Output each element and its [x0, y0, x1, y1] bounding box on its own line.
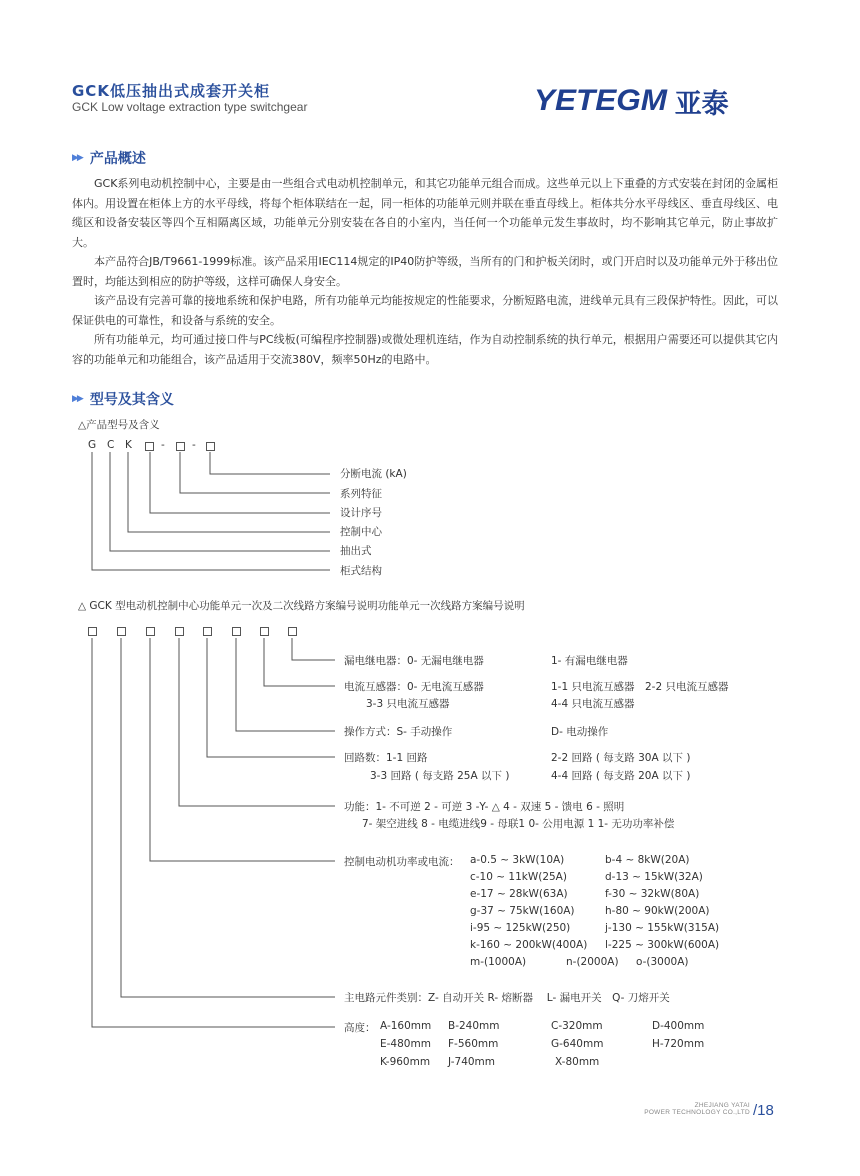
code-label: 设计序号	[340, 507, 382, 519]
overview-paragraph: 本产品符合JB/T9661-1999标准。该产品采用IEC114规定的IP40防护等级，当所有的门和护板关闭时，或门开启时以及功能单元外于移出位置时，均能达到相应的防护等级，这样可确保人身安全。	[72, 255, 778, 288]
height-value: E-480mm	[380, 1038, 431, 1050]
height-value: X-80mm	[555, 1056, 600, 1068]
power-value: b-4 ~ 8kW(20A)	[605, 854, 690, 866]
scheme-row-text: 回路数：1-1 回路	[344, 752, 428, 764]
power-value: l-225 ~ 300kW(600A)	[605, 939, 720, 951]
power-label: 控制电动机功率或电流：	[344, 856, 460, 868]
height-value: G-640mm	[551, 1038, 604, 1050]
power-value: d-13 ~ 15kW(32A)	[605, 871, 703, 883]
scheme-row-text: D- 电动操作	[551, 726, 609, 738]
code-label: 控制中心	[340, 526, 382, 538]
height-value: D-400mm	[652, 1020, 705, 1032]
main-circuit-text: 主电路元件类别：Z- 自动开关 R- 熔断器 L- 漏电开关 Q- 刀熔开关	[344, 992, 670, 1004]
power-value: h-80 ~ 90kW(200A)	[605, 905, 710, 917]
overview-paragraph: GCK系列电动机控制中心，主要是由一些组合式电动机控制单元，和其它功能单元组合而成。这些单元以上下重叠的方式安装在封闭的金属柜体内。用设置在柜体上方的水平母线，将每个柜体联结在一起，同一柜体的功能单元则并联在垂直母线上。柜体共分水平母线区、垂直母线区、电缆区和设备安装区等四个互相隔离区域，功能单元分别安装在各自的小室内，当任何一个功能单元发生事故时，均不影响其它单元，防止事故扩大。	[72, 177, 778, 249]
height-value: C-320mm	[551, 1020, 603, 1032]
power-value: f-30 ~ 32kW(80A)	[605, 888, 700, 900]
power-value: o-(3000A)	[636, 956, 689, 968]
scheme-box	[203, 627, 212, 636]
overview-paragraph: 该产品设有完善可靠的接地系统和保护电路，所有功能单元均能按规定的性能要求，分断短路电流，进线单元具有三段保护特性。因此，可以保证供电的可靠性，和设备与系统的安全。	[72, 294, 778, 327]
code-label: 系列特征	[340, 488, 382, 500]
scheme-row-text: 4-4 只电流互感器	[551, 698, 635, 710]
scheme-row-text: 功能：1- 不可逆 2 - 可逆 3 -Y- △ 4 - 双速 5 - 馈电 6 - 照明	[344, 801, 625, 813]
height-value: J-740mm	[448, 1056, 496, 1068]
height-value: H-720mm	[652, 1038, 705, 1050]
code-letter-c: C	[107, 439, 115, 451]
height-value: K-960mm	[380, 1056, 431, 1068]
power-value: i-95 ~ 125kW(250)	[470, 922, 571, 934]
power-value: a-0.5 ~ 3kW(10A)	[470, 854, 565, 866]
power-value: n-(2000A)	[566, 956, 619, 968]
height-value: F-560mm	[448, 1038, 499, 1050]
scheme-row-text: 3-3 回路 ( 每支路 25A 以下 )	[370, 770, 510, 782]
footer-company	[600, 1102, 750, 1116]
double-arrow-icon: ▶▶	[72, 153, 82, 163]
code-label: 分断电流 (kA)	[340, 468, 407, 480]
code-letter-g: G	[88, 439, 97, 451]
logo-latin-text: YETEGM	[534, 84, 668, 117]
code-letter-k: K	[125, 439, 132, 451]
page-subtitle: GCK Low voltage extraction type switchgear	[72, 100, 308, 114]
overview-heading-text: 产品概述	[89, 151, 146, 167]
logo-cn-text: 亚泰	[674, 88, 729, 120]
code-label: 抽出式	[340, 545, 372, 557]
scheme-box	[288, 627, 297, 636]
height-value: A-160mm	[380, 1020, 432, 1032]
scheme-box	[232, 627, 241, 636]
scheme-box	[117, 627, 126, 636]
power-value: e-17 ~ 28kW(63A)	[470, 888, 568, 900]
scheme-box	[260, 627, 269, 636]
scheme-row-text: 1- 有漏电继电器	[551, 655, 628, 667]
scheme-box	[175, 627, 184, 636]
code-label: 柜式结构	[340, 565, 382, 577]
scheme-row-text: 2-2 回路 ( 每支路 30A 以下 )	[551, 752, 691, 764]
power-value: j-130 ~ 155kW(315A)	[605, 922, 720, 934]
height-value: B-240mm	[448, 1020, 500, 1032]
scheme-row-text: 操作方式：S- 手动操作	[344, 726, 453, 738]
height-label: 高度：	[344, 1022, 376, 1034]
scheme-row-text: 7- 架空进线 8 - 电缆进线9 - 母联1 0- 公用电源 1 1- 无功功率补偿	[362, 818, 675, 830]
code-separator: -	[192, 439, 196, 451]
scheme-box	[146, 627, 155, 636]
scheme-row-text: 1-1 只电流互感器 2-2 只电流互感器	[551, 681, 729, 693]
scheme-row-text: 漏电继电器：0- 无漏电继电器	[344, 655, 484, 667]
double-arrow-icon: ▶▶	[72, 394, 82, 404]
power-value: g-37 ~ 75kW(160A)	[470, 905, 575, 917]
scheme-box	[88, 627, 97, 636]
footer-company-line2: POWER TECHNOLOGY CO.,LTD	[644, 1109, 750, 1116]
model-subtitle: △产品型号及含义	[78, 419, 160, 431]
power-value: k-160 ~ 200kW(400A)	[470, 939, 588, 951]
power-value: m-(1000A)	[470, 956, 527, 968]
scheme-subtitle: △ GCK 型电动机控制中心功能单元一次及二次线路方案编号说明功能单元一次线路方案编号说明	[78, 600, 525, 612]
model-heading-text: 型号及其含义	[89, 392, 174, 408]
power-value: c-10 ~ 11kW(25A)	[470, 871, 567, 883]
footer-company-line1: ZHEJIANG YATAI	[694, 1102, 750, 1109]
scheme-row-text: 电流互感器：0- 无电流互感器	[344, 681, 484, 693]
scheme-row-text: 3-3 只电流互感器	[366, 698, 450, 710]
page-title: GCK低压抽出式成套开关柜	[72, 82, 270, 100]
overview-paragraph: 所有功能单元，均可通过接口件与PC线板(可编程序控制器)或微处理机连结，作为自动控制系统的执行单元，根据用户需要还可以提供其它内容的功能单元和功能组合，该产品适用于交流380V，频率50Hz的电路中。	[72, 333, 778, 366]
page-number: /18	[753, 1102, 774, 1119]
code-separator: -	[161, 439, 165, 451]
scheme-row-text: 4-4 回路 ( 每支路 20A 以下 )	[551, 770, 691, 782]
